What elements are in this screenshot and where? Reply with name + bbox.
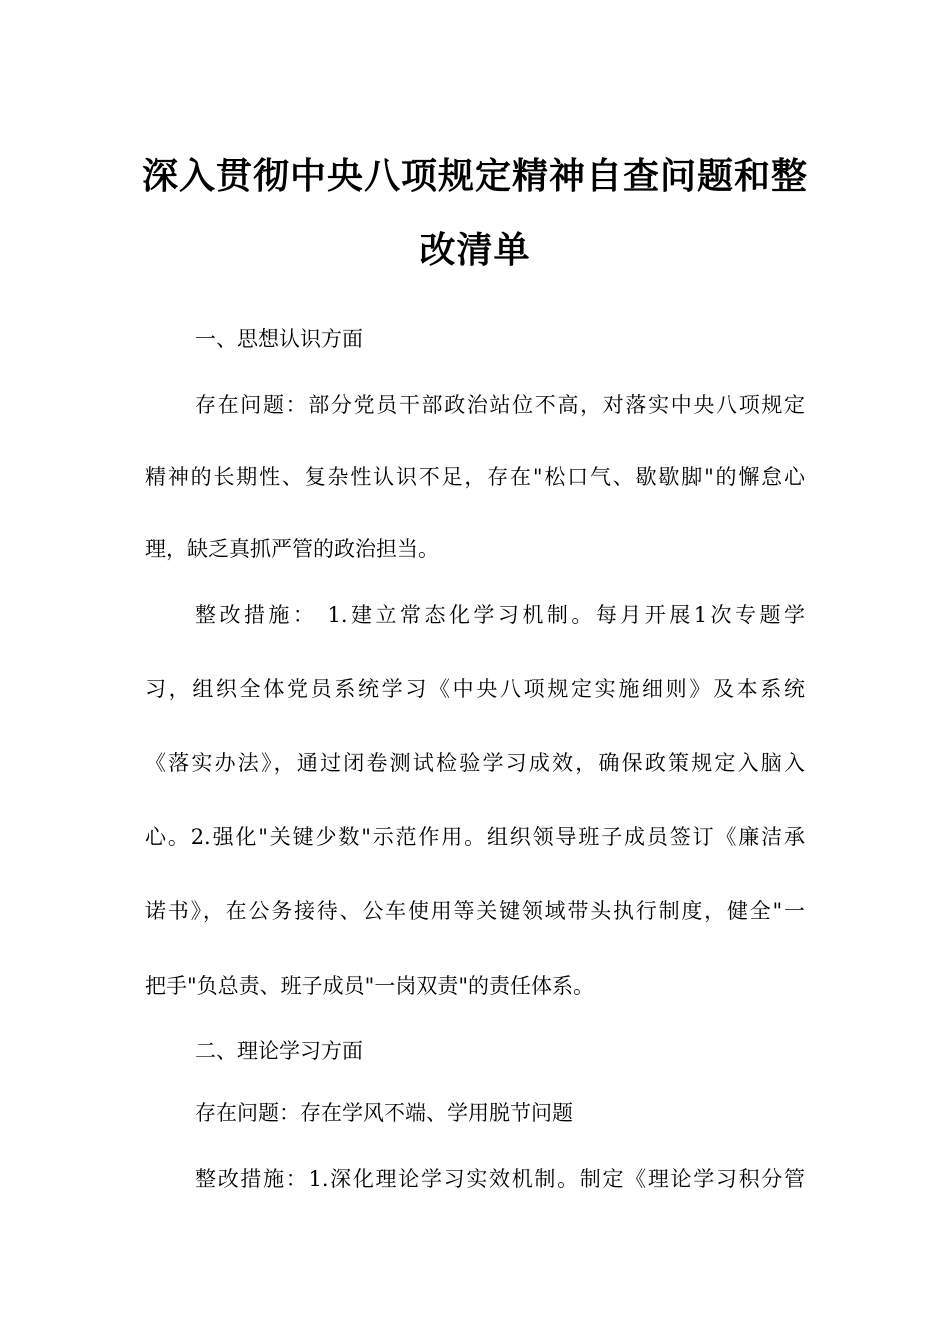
paragraph-line: 《落实办法》，通过闭卷测试检验学习成效，确保政策规定入脑入 [145, 751, 805, 775]
paragraph-line: 存在问题：部分党员干部政治站位不高，对落实中央八项规定 [195, 393, 805, 417]
paragraph-line: 存在问题：存在学风不端、学用脱节问题 [195, 1101, 573, 1125]
paragraph-line: 理，缺乏真抓严管的政治担当。 [145, 537, 439, 561]
paragraph-line: 心。2.强化"关键少数"示范作用。组织领导班子成员签订《廉洁承 [145, 825, 805, 849]
paragraph-line: 诺书》，在公务接待、公车使用等关键领域带头执行制度，健全"一 [145, 899, 805, 923]
document-title-line-1: 深入贯彻中央八项规定精神自查问题和整 [141, 156, 808, 197]
paragraph-line: 整改措施： 1.建立常态化学习机制。每月开展1次专题学 [195, 603, 805, 627]
paragraph-line: 习，组织全体党员系统学习《中央八项规定实施细则》及本系统 [145, 677, 805, 701]
paragraph-line: 整改措施：1.深化理论学习实效机制。制定《理论学习积分管 [195, 1167, 805, 1191]
paragraph-line: 精神的长期性、复杂性认识不足，存在"松口气、歇歇脚"的懈怠心 [145, 465, 805, 489]
section-heading: 一、思想认识方面 [195, 327, 363, 351]
paragraph-line: 把手"负总责、班子成员"一岗双责"的责任体系。 [145, 974, 594, 998]
section-heading: 二、理论学习方面 [195, 1039, 363, 1063]
document-title-line-2: 改清单 [419, 230, 531, 271]
